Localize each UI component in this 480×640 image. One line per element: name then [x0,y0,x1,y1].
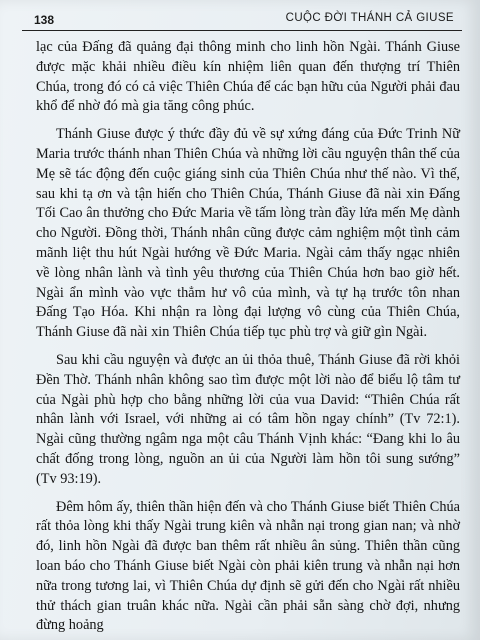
paragraph: Sau khi cầu nguyện và được an ủi thỏa thuê, Thánh Giuse đã rời khỏi Đền Thờ. Thánh nhân không sao tìm được một lời nào để biểu lộ tâm tư của Ngài phù hợp cho bằng những lời của vua David: “Thiên Chúa rất nhân lành với Israel, với những ai có tâm hồn ngay chính” (Tv 72:1). Ngài cũng thường ngâm nga một câu Thánh Vịnh khác: “Đang khi lo âu chất đống trong lòng, nguồn an ủi của Người làm hồn tôi sung sướng” (Tv 93:19). [36,351,460,487]
paragraph: Đêm hôm ấy, thiên thần hiện đến và cho Thánh Giuse biết Thiên Chúa rất thỏa lòng khi thấy Ngài trung kiên và nhẫn nại trong gian nan; và nhờ đó, linh hồn Ngài đã được ban thêm rất nhiều ân sủng. Thiên thần cũng loan báo cho Thánh Giuse biết Ngài còn phải kiên trung và nhẫn nại hơn nữa trong tương lai, vì Thiên Chúa dự định sẽ gửi đến cho Ngài rất nhiều thử thách gian truân khác nữa. Ngài cần phải sẵn sàng chờ đợi, nhưng đừng hoảng [36,498,460,634]
page-header [22,8,462,31]
paragraph-continued: lạc của Đấng đã quảng đại thông minh cho linh hồn Ngài. Thánh Giuse được mặc khải nhiều điều kín nhiệm liên quan đến thượng trí Thiên Chúa, trong đó có cả việc Thiên Chúa để các bạn hữu của Người phải đau khổ để nhờ đó mà gia tăng công phúc. [36,39,460,115]
page-number: 138 [34,13,55,27]
body-text [36,38,460,636]
running-head: CUỘC ĐỜI THÁNH CẢ GIUSE [285,12,454,24]
paragraph: Thánh Giuse được ý thức đầy đủ về sự xứng đáng của Đức Trinh Nữ Maria trước thánh nhan Thiên Chúa và những lời cầu nguyện thân thế của Mẹ sẽ tác động đến cuộc giáng sinh của Thiên Chúa như thế nào. Vì thế, sau khi tạ ơn và tận hiến cho Thiên Chúa, Thánh Giuse đã nài xin Đấng Tối Cao ân thưởng cho Đức Maria về tấm lòng tràn đầy lửa mến Mẹ dành cho Người. Đồng thời, Thánh nhân cũng được cảm nghiệm một tình cảm mãnh liệt thu hút Ngài hướng về Đức Maria. Ngài cảm thấy ngạc nhiên về lòng nhân lành và tình yêu thương của Thiên Chúa hơn bao giờ hết. Ngài ẩn mình vào vực thẳm hư vô của mình, và tự hạ trước tôn nhan Đấng Tạo Hóa. Khi nhận ra lòng đại lượng vô cùng của Thiên Chúa, Thánh Giuse đã nài xin Thiên Chúa tiếp tục phù trợ và giữ gìn Ngài. [36,126,460,341]
